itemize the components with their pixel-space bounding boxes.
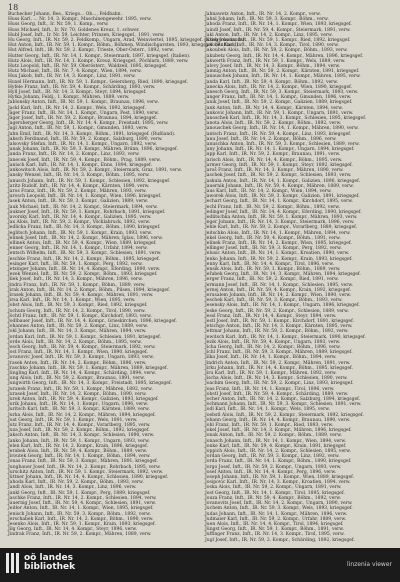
register-entry: Jekel Georg, Inft., IR. Nr. 59, 4. Kompr., Böhm., 1891, verw. <box>205 235 341 241</box>
register-entry: Jaritz Rudolf, Inft., IR. Nr. 14, 4. Kompr., Kärnten, 1890, verw. <box>8 183 150 189</box>
register-entry: Jeschek Karl, Inft., IR. Nr. 59, 3. Kompr., Böhm., 1893, verw. <box>205 298 343 304</box>
register-entry: Jouza Franz, Inft., IR. Nr. 59, 4. Kompr., Böhm., 1892, verw. <box>205 495 342 501</box>
register-entry: Jerabek Alois, Inft., IR. Nr. 59, 4. Kompr., Böhm., 1889, verw. <box>8 449 148 455</box>
register-entry: Jaukner Josef, Inft., IR. Nr. 59, 1. Kompr., Rohrbach, 1891, kriegsgef. <box>8 209 166 215</box>
register-entry: Huss Georg, Inft., Ir. Nr. 59, 1. Komp., verw. <box>8 22 109 28</box>
register-entry: Jobst Alois, Inft., IR. Nr. 59, 3. Kompr., Ried, 1892, kriegsgef. <box>8 303 148 309</box>
register-entry: Joebstl Alois, Inft., IR. Nr. 59, 2. Kompr., Steiermark, 1892, kriegsgef. <box>205 412 364 418</box>
register-entry: Jakober Karl, Inft., IR. Nr. 14, 3. Kompr., Tirol, 1890, verw. <box>205 43 339 49</box>
register-entry: Jahn Emil, Inft., IR. Nr. 14, 3. Kompr., Böhm., 1891, kriegsgef. (Rußland). <box>8 131 176 137</box>
register-entry: Jost Franz, Inft., IR. Nr. 14, 1. Kompr., Wien, 1890, kriegsgef. <box>8 350 148 356</box>
register-entry: Jurek Anton, Inft., IR. Nr. 59, 4. Kompr., Galizien, 1893, kriegsgef. <box>8 397 159 403</box>
register-entry: Jesenko Alois, Inft., IR. Nr. 59, 1. Kompr., Krain, 1893, kriegsgef. <box>8 521 156 527</box>
register-entry: Jindra Franz, Inft., IR. Nr. 59, 1. Kompr., Böhm., 1889, verw. <box>8 282 146 288</box>
column-left <box>8 12 246 544</box>
register-entry: Huss Karl, ... Nr. 14, 3. Kompr., Maschinengewehr. 1895, verw. <box>8 17 152 23</box>
register-entry: Jenner Georg, Inft., IR. Nr. 14, 1. Kompr., Urfahr, 1894, verw. <box>8 246 148 252</box>
register-entry: Janoschek Karl, Inft., IR. Nr. 14, 3. Kompr., Schlesien, 1895, kriegsgef. <box>205 116 367 122</box>
register-entry: Jeitler Anton, Inft., IR. Nr. 14, 1. Kompr., Wien, 1895, kriegsgef. <box>8 506 154 512</box>
register-entry: Jauernig Josef, Inft., IR. Nr. 59, 4. Kompr., Schlesien, 1891, verw. <box>8 501 157 507</box>
register-entry: Jaus Karl, Inft., IR. Nr. 14, 2. Kompr., Wien, 1894, verw. <box>205 188 332 194</box>
register-entry: Hytka Johann, Feldj., 1. Kompr., Mähren, 1889, verw. <box>8 95 130 101</box>
register-entry: Jutz Franz, Inft., IR. Nr. 14, 4. Kompr., Vorarlberg, 1895, verw. <box>8 423 151 429</box>
register-entry: Jrasek Anton, Inft., IR. Nr. 14, 2. Kompr., Böhm., 1896, verw. <box>8 360 147 366</box>
register-entry: Janko Johann, Inft., IR. Nr. 59, 1. Kompr., Ungarn, 1893, verw. <box>8 438 150 444</box>
register-entry: Janesch Georg, Inft., IR. Nr. 59, 3. Kompr., Steiermark, 1893, verw. <box>205 90 359 96</box>
register-entry: Jost Georg, Inft., IR. Nr. 14, 1. Kompr., Tirol, 1895, kriegsgef. <box>205 490 345 496</box>
register-entry: Johl Franz, Inft., IR. Nr. 59, 1. Kompr., Ried, 1893, verw. <box>205 423 334 429</box>
register-entry: Jewitsch Karl, Inft., IR. Nr. 14, 1. Kompr., Steiermark, 1890, kriegsgef. <box>205 334 366 340</box>
register-entry: Jordan Karl, Inft., IR. Nr. 59, 1. Kompr., Schlesien, 1891, kriegsgef. <box>8 334 162 340</box>
register-entry: Jackl Karl, Inft., IR. Nr. 14, 2. Kompr., Wels, 1892, kriegsgef. <box>8 105 146 111</box>
register-entry: Janota Alois, Inft., IR. Nr. 59, 2. Kompr., Böhm., 1892, verw. <box>205 121 342 127</box>
register-entry: Jaroš Franz, Inft., IR. Nr. 14, 3. Kompr., Mähren, 1890, verw. <box>205 168 344 174</box>
register-entry: Janik Josef, Inft., IR. Nr. 59, 2. Kompr., Galizien, 1889, kriegsgef. <box>205 100 353 106</box>
register-entry: Hubl Josef, Inft., Ir. Nr. 59, Leichter, Prinzen, Kriegsgef., 1891, verw. <box>8 32 165 38</box>
register-entry: Hyll Josef, Inft., IR. Nr. 14, 3. Kompr., Steyr, 1894, kriegsgef. <box>8 90 147 96</box>
register-entry: Joska Alois, Inft., IR. Nr. 59, 2. Kompr., Ungarn, 1891, verw. <box>205 485 342 491</box>
register-entry: Jurasek Josef, Inft., IR. Nr. 14, 2. Kompr., Böhm., 1890, verw. <box>8 391 147 397</box>
register-entry: Jocher Anton, Inft., IR. Nr. 14, 2. Kompr., Salzburg, 1894, kriegsgef. <box>205 397 361 403</box>
viewer-label: linzenia viewer <box>346 561 392 568</box>
register-entry: Jilg Georg, Inft., IR. Nr. 14, 4. Kompr., Steyr, 1896, verw. <box>8 527 138 533</box>
register-entry: Jorde Alois, Inft., IR. Nr. 14, 2. Kompr., Böhm., 1895, verw. <box>8 339 142 345</box>
register-entry: Janauschek Johann, Inft., IR. Nr. 14, 1. Kompr., Mähren, 1895, verw. <box>205 74 361 80</box>
register-entry: Jaros Franz, Inft., IR. Nr. 59, 2. Kompr., Mähren, 1893, verw. <box>8 188 147 194</box>
register-entry: Jenny Karl, Inft., IR. Nr. 14, 4. Kompr., Tirol, 1896, verw. <box>205 261 335 267</box>
register-entry: Jonak Anton, Inft., IR. Nr. 59, 2. Kompr., Böhm., 1889, verw. <box>205 433 342 439</box>
register-entry: Jensik Alois, Inft., IR. Nr. 59, 1. Kompr., Böhm., 1889, verw. <box>205 266 341 272</box>
register-entry: Janda Karl, Inft., IR. Nr. 59, 4. Kompr., Böhm., 1892, verw. <box>205 79 339 85</box>
register-entry: Jonke Karl, Inft., IR. Nr. 59, 4. Kompr., Krain, 1891, kriegsgef. <box>205 443 347 449</box>
register-entry: Jüngling Karl, Inft., IR. Nr. 14, 4. Kompr., Schärding, 1894, verw. <box>8 371 157 377</box>
library-logo[interactable] <box>6 553 75 573</box>
register-entry: Jetzinger Johann, Inft., IR. Nr. 14, 4. Kompr., Eferding, 1890, verw. <box>8 266 161 272</box>
register-entry: Hu Georg, Inft., IR. Nr. 59, 2. Feldkomp., Ungarn, Arad, Weinviertel, 1895, kriegsgef. (Kriegsrusslands). <box>8 38 246 44</box>
register-entry: Jaskula Anton, Inft., IR. Nr. 14, 1. Kompr., Galizien, 1896, kriegsgef. <box>205 178 361 184</box>
register-entry: Jilka Josef, Inft., IR. Nr. 14, 1. Kompr., Böhm., 1894, verw. <box>205 355 337 361</box>
register-entry: Jerusalem Johann, Inft., IR. Nr. 14, 2. Kompr., Wien, 1890, verw. <box>205 292 352 298</box>
register-entry: Joas Franz, Inft., IR. Nr. 14, 1. Kompr., Tirol, 1896, verw. <box>205 386 335 392</box>
register-entry: Jokel Josef, Inft., IR. Nr. 14, 3. Kompr., Mähren, 1896, kriegsgef. <box>205 428 352 434</box>
register-entry: Buchecker Johann, Bes., Kriegs... Ob..., Feldbahn. <box>8 12 122 17</box>
register-entry: Joachim Georg, Inft., IR. Nr. 59, 2. Kompr., Linz, 1893, kriegsgef. <box>205 381 354 387</box>
register-entry: Jobstl Josef, Inft., IR. Nr. 59, 4. Kompr., Schärding, 1889, verw. <box>205 391 349 397</box>
register-entry: Jirak Anton, Inft., IR. Nr. 14, 2. Kompr., Böhm., Pilsen, 1894, kriegsgef. <box>8 287 171 293</box>
register-entry: Hutter Georg, Inft., IR. Nr. 14, 1. Kompr., Steiermark, 1897, kriegsgef. (Italien). <box>8 53 191 59</box>
register-entry: Jessl Franz, Inft., IR. Nr. 14, 4. Kompr., Steyr, 1894, verw. <box>205 313 337 319</box>
register-entry: Janu Josef, Inft., IR. Nr. 14, 2. Kompr., Böhm., 1896, verw. <box>205 136 337 142</box>
register-entry: Juchem Anton, Inft., IR. Nr. 59, 3. Kompr., Wels, 1893, kriegsgef. <box>205 506 353 512</box>
register-entry: Jeřabek Georg, Inft., IR. Nr. 14, 3. Kompr., Mähren, 1894, kriegsgef. <box>205 272 361 278</box>
register-entry: Juranek Franz, Inft., IR. Nr. 59, 1. Kompr., Mähren, 1892, verw. <box>8 386 153 392</box>
register-entry: Jehle Karl, Inft., IR. Nr. 59, 2. Kompr., Vorarlberg, 1889, kriegsgef. <box>205 225 358 231</box>
register-entry: Jahoda Karl, Inft., IR. Nr. 59, 2. Kompr., Böhm., 1893, verw. <box>8 480 144 486</box>
register-entry: Jraschko Johann, Inft., IR. Nr. 59, 1. Kompr., Mähren, 1889, kriegsgef. <box>8 365 168 371</box>
register-entry: Janisch Karl, Inft., IR. Nr. 14, 1. Kompr., Enns, 1894, kriegsgef. <box>8 162 152 168</box>
register-entry: Jahnawetz Anton, Inft., IR. Nr. 14, 2. Kompr., verw. <box>205 12 321 17</box>
register-entry: Jahoda Franz, Inft., IR. Nr. 14, 1. Kompr., Wien, 1893, kriegsgef. <box>205 22 352 28</box>
register-entry: Jezik Alois, Inft., IR. Nr. 59, 4. Kompr., Ungarn, 1893, verw. <box>205 339 341 345</box>
register-entry: Jung Alois, Inft., IR. Nr. 59, 2. Kompr., Braunau, 1891, verw. <box>8 376 145 382</box>
register-entry: Jeschke Franz, Inft., IR. Nr. 14, 2. Kompr., Böhm., 1895, kriegsgef. <box>8 256 160 262</box>
register-entry: Jank Anton, Inft., IR. Nr. 14, 4. Kompr., Kärnten, 1894, verw. <box>205 105 343 111</box>
register-entry: Jedinger Josef, Inft., IR. Nr. 14, 4. Kompr., Eferding, 1890, kriegsgef. <box>205 209 362 215</box>
register-entry: Jaworek Alois, Inft., IR. Nr. 59, 3. Kompr., Galizien, 1891, kriegsgef. <box>205 194 360 200</box>
register-entry: Jiroutek Georg, Inft., IR. Nr. 14, 1. Kompr., Böhm., 1894, verw. <box>8 454 151 460</box>
register-entry: Jankl Georg, Inft., IR. Nr. 59, 1. Kompr., Perg, 1889, kriegsgef. <box>8 490 151 496</box>
register-entry: Juritsch Karl, Inft., IR. Nr. 59, 3. Kompr., Kärnten, 1889, verw. <box>8 407 150 413</box>
register-entry: Jellinek Anton, Inft., IR. Nr. 59, 4. Kompr., Wien, 1889, kriegsgef. <box>8 240 157 246</box>
register-entry: Jedlitschka Anton, Inft., IR. Nr. 59, 1. Kompr., Mähren, 1893, verw. <box>205 214 358 220</box>
register-entry: Jauk Michael, Inft., IR. Nr. 14, 2. Kompr., Steiermark, 1894, verw. <box>8 204 158 210</box>
register-entry: Jesensky Alois, Inft., IR. Nr. 14, 1. Kompr., Ungarn, 1896, kriegsgef. <box>205 303 360 309</box>
register-entry: Juffinger Franz, Inft., IR. Nr. 14, 3. Kompr., Tirol, 1895, verw. <box>205 532 345 538</box>
register-entry: Jokl Johann, Inft., IR. Nr. 14, 3. Kompr., Mähren, 1894, verw. <box>8 329 147 335</box>
register-entry: Jarosch Leopold, Inft., IR. Nr. 14, 1. Kompr., Wien, 1896, kriegsgef. <box>8 194 162 200</box>
register-entry: Jellinger Josef, Inft., IR. Nr. 59, 3. Kompr., Perg, 1892, verw. <box>205 246 342 252</box>
register-entry: Jagl Anton, Inft., IR. Nr. 59, 1. Kompr., Gmunden, 1893, verw. <box>8 126 149 132</box>
register-entry: Jentsch Wilhelm, Inft., IR. Nr. 59, 3. Kompr., Schlesien, 1891, verw. <box>8 251 162 257</box>
register-entry: Januschka Anton, Inft., IR. Nr. 59, 3. Kompr., Schlesien, 1889, verw. <box>205 142 360 148</box>
register-entry: Jettmar Johann, Inft., IR. Nr. 59, 2. Kompr., Böhm., 1892, verw. <box>205 329 349 335</box>
register-entry: Hut Anton, Inft., IR. Nr. 59, 1. Kompr., Böhm., Böhmen, Windischgarsten, 1893, kriegsgef. (Rußland). <box>8 43 240 49</box>
register-entry: Jechart Georg, Inft., IR. Nr. 14, 1. Kompr., Kirchdorf, 1895, verw. <box>205 199 353 205</box>
register-entry: Judmaier Karl, Inft., IR. Nr. 59, 2. Kompr., Urfahr, 1889, verw. <box>205 516 347 522</box>
register-entry: Jakob Johann, Inft., IR. Nr. 59, 1. Kompr., Ried, 1892, kriegsgef. <box>205 38 351 44</box>
register-entry: Jonasch Johann, Inft., IR. Nr. 14, 1. Kompr., Wien, 1894, verw. <box>205 438 347 444</box>
page-number: 18 <box>8 3 19 12</box>
register-entry: Janusch Johann, Inft., IR. Nr. 59, 1. Kompr., Schlesien, 1892, kriegsgef. <box>8 178 171 184</box>
register-entry: Jenisch Johann, Inft., IR. Nr. 59, 3. Kompr., Böhm., 1892, verw. <box>8 511 151 517</box>
register-entry: Jaksch Anton, Inft., IR. Nr. 14, 3. Kompr., Schlesien, 1890, verw. <box>8 433 155 439</box>
register-entry: Joseph Johann, Inft., IR. Nr. 59, 1. Kompr., Wien, 1889, kriegsgef. <box>205 475 355 481</box>
register-entry: Jäger Franz, Inft., IR. Nr. 14, 1. Kompr., Ungarn, Pest, 1890, verw. <box>8 110 160 116</box>
register-entry: Jüngst Georg, Inft., IR. Nr. 59, 1. Kompr., Böhm., 1891, verw. <box>205 527 345 533</box>
register-entry: Jodlbauer Josef, Inft., IR. Nr. 14, 4. Kompr., Grieskirchen, 1896, kriegsgef. <box>8 318 177 324</box>
register-entry: Jarmer Georg, Inft., IR. Nr. 59, 1. Kompr., Steyr, 1892, kriegsgef. <box>205 162 353 168</box>
register-entry: Jeitschko Alois, Inft., IR. Nr. 14, 1. Kompr., Mähren, 1894, verw. <box>205 230 351 236</box>
register-entry: Jilek Josef, Inft., IR. Nr. 14, 3. Kompr., Mähren, 1896, verw. <box>8 277 143 283</box>
register-entry: Judas Johann, Inft., IR. Nr. 14, 1. Kompr., Mähren, 1896, verw. <box>205 511 348 517</box>
register-entry: Jasek Anton, Inft., IR. Nr. 59, 3. Kompr., Galizien, 1889, verw. <box>8 199 149 205</box>
register-entry: Jaksch Ferdinand, Inft., IR. Nr. 59, 2. Kompr., Salzburg, 1890, verw. <box>8 136 163 142</box>
register-entry: Jischa Alois, Inft., IR. Nr. 14, 3. Kompr., Schlesien, 1890, verw. <box>205 376 348 382</box>
register-entry: Jerschabek Karl, Inft., IR. Nr. 14, 2. Kompr., Böhm., 1890, verw. <box>8 516 154 522</box>
register-entry: Jandl Alois, Inft., IR. Nr. 14, 3. Kompr., Linz, 1896, verw. <box>8 485 137 491</box>
register-entry: Jakubetz Georg, Inft., IR. Nr. 14, 4. Kompr., Mähren, 1896, kriegsgef. <box>205 53 364 59</box>
register-entry: Jonas Franz, Inft., IR. Nr. 59, 3. Kompr., Mähren, 1891, kriegsgef. <box>8 459 158 465</box>
register-entry: Jindrich Anton, Inft., IR. Nr. 59, 2. Kompr., Mähren, 1891, verw. <box>205 360 351 366</box>
register-entry: Jauernik Johann, Inft., IR. Nr. 59, 4. Kompr., Mähren, 1889, verw. <box>205 183 354 189</box>
register-entry: Jöchtl Franz, Inft., IR. Nr. 59, 1. Kompr., Kirchdorf, 1893, verw. <box>8 313 152 319</box>
register-entry: Jurka Alois, Inft., IR. Nr. 14, 2. Kompr., Mähren, 1894, kriegsgef. <box>8 412 156 418</box>
register-entry: Jansky Wenzel, Inft., IR. Nr. 14, 3. Kompr., Böhm., 1895, verw. <box>8 173 150 179</box>
register-entry: Jahnl Johann, Inft., IR. Nr. 59, 3. Kompr., Böhm., verw. <box>205 17 329 23</box>
register-entry: Jedlicka Franz, Inft., IR. Nr. 14, 3. Kompr., Böhm., 1890, kriegsgef. <box>8 225 161 231</box>
register-entry: Huxel Hermann, Inft., IR. Nr. 59, 1. Kompr., Geiersberg, Ried, 1890, kriegsgef. <box>8 79 188 85</box>
register-entry: Janouschek Georg, Inft., IR. Nr. 14, 1. Kompr., Mähren, 1890, verw. <box>205 126 359 132</box>
register-entry: Jüttner Johann, Inft., IR. Nr. 14, 4. Kompr., Schlesien, 1890, kriegsgef. <box>8 475 169 481</box>
register-entry: Huss Michael, Inft., Ir. Nr. 70, Goldenes Kreuz, 1. schwer. <box>8 27 140 33</box>
register-entry: Jovanovits Josef, Inft., IR. Nr. 14, 2. Kompr., Ungarn, 1890, verw. <box>205 501 353 507</box>
register-entry: Jochum Georg, Inft., IR. Nr. 14, 2. Kompr., Tirol, 1890, verw. <box>8 308 146 314</box>
register-entry: Jorgo Josef, Inft., IR. Nr. 59, 2. Kompr., Ungarn, 1893, verw. <box>205 464 342 470</box>
register-entry: Jezek Wenzel, Inft., IR. Nr. 59, 2. Kompr., Böhm., 1893, kriegsgef. <box>8 272 158 278</box>
register-entry: Jesinger Karl, Inft., IR. Nr. 59, 1. Kompr., Perg, 1892, verw. <box>8 261 143 267</box>
register-entry: Jakl Anton, Inft., IR. Nr. 14, 2. Kompr., Linz, 1895, verw. <box>205 32 333 38</box>
register-entry: Jax Alois, Inft., IR. Nr. 59, 2. Kompr., Vöcklabruck, 1892, verw. <box>8 220 151 226</box>
register-entry: Hutz Leopold, Inft., IR. Nr. 59, Oberösterr., Waldzell, 1895, kriegsgef. <box>8 64 168 70</box>
register-entry: Jochmann Johann, Inft., IR. Nr. 59, 3. Kompr., Schlesien, 1891, verw. <box>205 402 362 408</box>
register-entry: Josef Anton, Inft., IR. Nr. 14, 4. Kompr., Perg, 1896, verw. <box>205 469 337 475</box>
register-entry: Jirku Johann, Inft., IR. Nr. 14, 4. Kompr., Böhm., 1895, kriegsgef. <box>205 365 353 371</box>
register-entry: Jalovy Josef, Inft., IR. Nr. 14, 3. Kompr., Böhm., 1894, verw. <box>205 64 341 70</box>
register-entry: Jirasek Johann, Inft., IR. Nr. 59, 4. Kompr., Mähren, 1891, verw. <box>8 292 154 298</box>
register-entry: Juen Alois, Inft., IR. Nr. 14, 4. Kompr., Tirol, 1894, kriegsgef. <box>205 521 344 527</box>
register-entry: Jeglitsch Johann, Inft., IR. Nr. 59, 1. Kompr., Krain, 1893, verw. <box>8 230 153 236</box>
register-entry: Jaschke Franz, Inft., IR. Nr. 14, 2. Kompr., Schlesien, 1894, verw. <box>8 495 157 501</box>
register-entry: Jankovic Johann, Inft., IR. Nr. 59, 1. Kompr., Ungarn, 1891, verw. <box>205 110 354 116</box>
register-entry: Hutz Michael, Inft., IR. Nr. 7, 4. Kompr., Wien, 1894, verw. <box>8 69 142 75</box>
register-entry: Japp Karl, Inft., IR. Nr. 59, 2. Kompr., Braunau, 1891, verw. <box>205 152 341 158</box>
register-entry: Janda Franz, Inft., IR. Nr. 14, 2. Kompr., Linz, 1893, verw. <box>8 152 140 158</box>
register-entry: Jungbauer Josef, Inft., IR. Nr. 14, 2. Kompr., Rohrbach, 1895, verw. <box>8 464 161 470</box>
register-entry: Jovanovic Josef, Inft., IR. Nr. 59, 3. Kompr., Ungarn, 1893, verw. <box>8 355 154 361</box>
register-entry: Jodl Karl, Inft., IR. Nr. 14, 1. Kompr., Wels, 1895, verw. <box>205 407 330 413</box>
register-entry: Hyfele Franz, Inft., IR. Nr. 59, 4. Kompr., Schärding, 1893, verw. <box>8 84 156 90</box>
register-entry: Jaindl Josef, Inft., IR. Nr. 59, 4. Kompr., Steiermark, 1891, verw. <box>205 27 351 33</box>
register-entry: Janecek Josef, Inft., IR. Nr. 59, 4. Kompr., Böhm., Prag, 1889, verw. <box>8 157 162 163</box>
viewer-footer <box>0 548 400 582</box>
register-entry: Hux Jakob, Inft., IR. Nr. 14, 3. Kompr., Linz, 1891, verw. <box>8 74 136 80</box>
register-entry: Jantsch Franz, Inft., IR. Nr. 59, 4. Kompr., Linz, 1893, kriegsgef. <box>205 131 352 137</box>
register-entry: Hutz Alois, Inft., IR. Nr. 14, 1. Kompr., Kreuz, Kriegsgef., Pöchlarn, 1889, verw. <box>8 58 189 64</box>
register-entry: Juza Josef, Inft., IR. Nr. 59, 2. Kompr., Böhm., 1892, kriegsgef. <box>8 428 150 434</box>
register-entry: Jablonsky Anton, Inft., IR. Nr. 59, 1. Kompr., Braunau, 1896, verw. <box>8 100 159 106</box>
register-entry: Jelinek Franz, Inft., IR. Nr. 14, 2. Kompr., Wien, 1895, kriegsgef. <box>205 240 352 246</box>
register-entry: Jalsovsky Stefan, Inft., IR. Nr. 14, 1. Kompr., Ungarn, 1892, verw. <box>8 142 158 148</box>
register-entry: Jerger Franz, Inft., IR. Nr. 59, 2. Kompr., Ried, 1891, verw. <box>205 277 339 283</box>
register-entry: Jungwirth Georg, Inft., IR. Nr. 14, 3. Kompr., Freistadt, 1895, kriegsgef. <box>8 381 172 387</box>
register-entry: Jelusic Anton, Inft., IR. Nr. 14, 1. Kompr., Kroatien, 1890, verw. <box>205 251 350 257</box>
library-logo-icon <box>6 553 20 573</box>
register-entry: Josipovic Karl, Inft., IR. Nr. 14, 3. Kompr., Kroatien, 1894, verw. <box>205 480 351 486</box>
register-entry: Joppich Alois, Inft., IR. Nr. 14, 2. Kompr., Schlesien, 1895, verw. <box>205 449 352 455</box>
register-entry: Jenko Johann, Inft., IR. Nr. 59, 2. Kompr., Krain, 1893, kriegsgef. <box>205 256 353 262</box>
register-entry: Josch Georg, Inft., IR. Nr. 59, 4. Kompr., Steiermark, 1892, verw. <box>8 345 156 350</box>
register-entry: Jäger Josef, Inft., IR. Nr. 59, 2. Kompr., Braunau, 1894, kriegsgef. <box>8 116 158 122</box>
logo-line-1: oö landes <box>24 553 73 563</box>
register-entry: Jugl Josef, Inft., IR. Nr. 59, 2. Kompr., Schärding, 1892, kriegsgef. <box>205 537 355 543</box>
register-entry: Jernej Anton, Inft., IR. Nr. 59, 4. Kompr., Krain, 1892, kriegsgef. <box>205 287 352 293</box>
register-entry: Jeske Georg, Inft., IR. Nr. 59, 2. Kompr., Schlesien, 1889, verw. <box>205 308 349 314</box>
register-entry: Janecka Alois, Inft., IR. Nr. 14, 2. Kompr., Wien, 1890, kriegsgef. <box>205 84 353 90</box>
register-entry: Jeger Johann, Inft., IR. Nr. 14, 3. Kompr., Steiermark, 1896, verw. <box>205 220 355 226</box>
register-entry: Javorsky Karl, Inft., IR. Nr. 14, 4. Kompr., Galizien, 1895, verw. <box>8 214 152 220</box>
register-entry: Janger Franz, Inft., IR. Nr. 14, 1. Kompr., Gmunden, 1896, verw. <box>205 95 352 101</box>
register-entry: Jindrak Franz, Inft., IR. Nr. 59, 2. Kompr., Mähren, 1889, verw. <box>8 532 152 538</box>
register-entry: Jagersberger Georg, Inft., IR. Nr. 14, 4. Kompr., Freistadt, 1895, verw. <box>8 121 169 127</box>
register-entry: Jermann Josef, Inft., IR. Nr. 14, 1. Kompr., Schlesien, 1895, verw. <box>205 282 354 288</box>
register-entry: Jorda Franz, Inft., IR. Nr. 14, 1. Kompr., Böhm., 1890, kriegsgef. <box>205 459 352 465</box>
column-right <box>205 12 391 544</box>
register-entry: Hut Alfred, Inft., IR. Nr. 59, 2. Kompr., Trieste, Ober-Österr., 1892, verw. <box>8 48 175 54</box>
register-entry: Jichl Franz, Inft., IR. Nr. 59, 3. Kompr., Mähren, 1889, kriegsgef. <box>205 350 353 356</box>
register-entry: Jany Johann, Inft., IR. Nr. 14, 1. Kompr., Ungarn, 1894, kriegsgef. <box>205 147 355 153</box>
register-entry: Jankowitsch Alois, Inft., IR. Nr. 59, 2. Kompr., Steiermark, Graz, 1891, verw. <box>8 168 182 174</box>
register-entry: Jestl Josef, Inft., IR. Nr. 59, 1. Kompr., Kirchdorf, 1891, kriegsgef. <box>205 318 355 324</box>
register-entry: Jelen Karl, Inft., IR. Nr. 14, 2. Kompr., Krain, 1896, kriegsgef. <box>8 443 149 449</box>
register-entry: Johannes Anton, Inft., IR. Nr. 59, 2. Kompr., Linz, 1889, verw. <box>8 324 148 330</box>
register-entry: Jetschgo Anton, Inft., IR. Nr. 14, 3. Kompr., Kärnten, 1895, verw. <box>205 324 353 330</box>
register-entry: Jordan Georg, Inft., IR. Nr. 59, 3. Kompr., Linz, 1892, verw. <box>205 454 340 460</box>
register-entry: Jurik Johann, Inft., IR. Nr. 14, 1. Kompr., Ungarn, 1896, verw. <box>8 402 149 408</box>
register-entry: Jiru Karl, Inft., IR. Nr. 59, 1. Kompr., Mähren, 1892, verw. <box>205 371 337 377</box>
logo-line-2: bibliothek <box>24 562 76 572</box>
register-entry: Just Georg, Inft., IR. Nr. 59, 1. Kompr., Wels, 1891, verw. <box>8 417 138 423</box>
register-entry: Jirsa Karl, Inft., IR. Nr. 14, 1. Kompr., Wien, 1895, verw. <box>8 298 136 304</box>
register-entry: Johann Georg, Inft., IR. Nr. 14, 4. Kompr., Braunau, 1890, verw. <box>205 417 351 423</box>
register-entry: Jurschitz Anton, Inft., IR. Nr. 59, 1. Kompr., Steiermark, 1892, verw. <box>8 469 164 475</box>
register-entry: Jakoubek Alois, Inft., IR. Nr. 59, 2. Kompr., Böhm., 1893, verw. <box>205 48 348 54</box>
register-entry: Jechl Franz, Inft., IR. Nr. 59, 2. Kompr., Böhm., 1892, verw. <box>205 204 341 210</box>
register-entry: Jicha Georg, Inft., IR. Nr. 14, 2. Kompr., Böhm., 1896, verw. <box>205 345 341 350</box>
register-entry: Jaschek Josef, Inft., IR. Nr. 59, 2. Kompr., Schlesien, 1893, verw. <box>205 173 352 179</box>
register-entry: Janak Johann, Inft., IR. Nr. 59, 3. Kompr., Mähren, Brünn, 1896, kriegsgef. <box>8 147 178 153</box>
register-entry: Jakwerth Franz, Inft., IR. Nr. 59, 1. Kompr., Wels, 1889, verw. <box>205 58 346 64</box>
register-entry: Jarisch Alois, Inft., IR. Nr. 14, 4. Kompr., Böhm., 1895, verw. <box>205 157 343 163</box>
register-entry: Jelinek Josef, Inft., IR. Nr. 14, 2. Kompr., Mähren, Iglau, 1896, verw. <box>8 235 163 241</box>
register-entry: Jamnig Anton, Inft., IR. Nr. 59, 2. Kompr., Kärnten, 1891, kriegsgef. <box>205 69 360 75</box>
